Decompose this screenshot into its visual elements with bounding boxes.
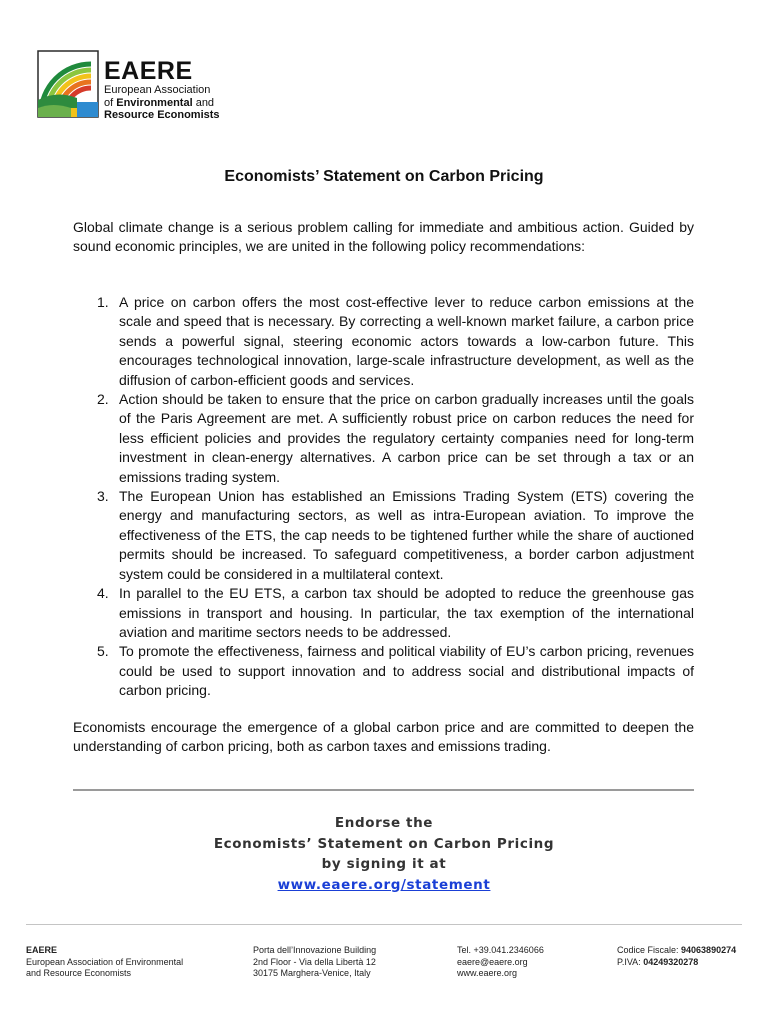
logo-acronym: EAERE: [104, 57, 193, 85]
recommendation-list: [73, 293, 694, 701]
list-item: [73, 584, 694, 642]
intro-paragraph: Global climate change is a serious problem calling for immediate and ambitious action. Guided by sound economic principles, we are united in the following policy recommendations:: [73, 219, 694, 255]
footer-phone: Tel. +39.041.2346066: [457, 945, 544, 955]
eaere-logo-icon: [37, 50, 99, 118]
list-item-text: The European Union has established an Emissions Trading System (ETS) covering the energy and manufacturing sectors, as well as intra-European aviation. To improve the effectiveness of the ETS, the cap needs to be tightened further while the share of auctioned permits should be increased. To safeguard competitiveness, a border carbon adjustment system could be considered in a multilateral context.: [119, 488, 694, 582]
list-item-text: A price on carbon offers the most cost-effective lever to reduce carbon emissions at the scale and speed that is necessary. By correcting a well-known market failure, a carbon price sends a powerful signal, steering economic actors towards a low-carbon future. This encourages technological innovation, large-scale infrastructure development, as well as the diffusion of carbon-efficient goods and services.: [119, 294, 694, 388]
logo-name-line1: European Association: [104, 84, 211, 96]
footer-cf-label: Codice Fiscale:: [617, 945, 682, 955]
logo-name-line3-bold: Resource Economists: [104, 109, 220, 121]
list-item-number: 1.: [97, 294, 109, 310]
footer-tax-info: [617, 945, 736, 968]
closing-paragraph: Economists encourage the emergence of a global carbon price and are committed to deepen the understanding of carbon pricing, both as carbon taxes and emissions trading.: [73, 719, 694, 755]
list-item: [73, 642, 694, 700]
logo-name-line3: [104, 109, 220, 122]
footer-address-line2: 2nd Floor - Via della Libertà 12: [253, 956, 376, 967]
logo-name-line2-bold: Environmental: [116, 96, 193, 109]
footer-org-line1: European Association of Environmental: [26, 956, 184, 967]
logo-name-line2-post: and: [192, 96, 215, 109]
footer-org-name: EAERE: [26, 945, 58, 955]
footer-cf-value: 94063890274: [681, 945, 737, 955]
endorse-line2: Economists’ Statement on Carbon Pricing: [213, 835, 555, 852]
statement-link[interactable]: www.eaere.org/statement: [277, 876, 491, 893]
list-item-number: 4.: [97, 585, 109, 602]
footer-website[interactable]: www.eaere.org: [457, 968, 518, 978]
list-item-number: 3.: [97, 488, 109, 505]
endorse-block: [0, 813, 768, 895]
footer-address: [253, 945, 376, 980]
logo-text: [104, 58, 220, 122]
section-divider: [73, 789, 694, 791]
endorse-line3: by signing it at: [321, 856, 447, 872]
logo-name-line2: [104, 97, 220, 110]
list-item-number: 2.: [97, 391, 109, 408]
list-item: [73, 293, 694, 390]
list-item-text: In parallel to the EU ETS, a carbon tax should be adopted to reduce the greenhouse gas emissions in transport and housing. In particular, the tax exemption of the international aviation and maritime sectors needs to be addressed.: [119, 585, 694, 640]
list-item: [73, 390, 694, 487]
list-item-text: Action should be taken to ensure that the price on carbon gradually increases until the goals of the Paris Agreement are met. A sufficiently robust price on carbon reduces the need for less efficient policies and provides the regulatory certainty companies need for long-term investment in clean-energy alternatives. A carbon price can be set through a tax or an emissions trading system.: [119, 391, 694, 485]
list-item: [73, 487, 694, 584]
footer-contact: [457, 945, 544, 980]
endorse-line1: Endorse the: [334, 815, 434, 831]
footer-email[interactable]: eaere@eaere.org: [457, 956, 528, 967]
footer-piva-label: P.IVA:: [617, 956, 644, 967]
list-item-text: To promote the effectiveness, fairness and political viability of EU’s carbon pricing, revenues could be used to support innovation and to address social and distributional impacts of carbon pricing.: [119, 643, 694, 699]
footer-org-line2: and Resource Economists: [26, 968, 132, 978]
footer-address-line3: 30175 Marghera-Venice, Italy: [253, 968, 371, 978]
list-item-number: 5.: [97, 643, 109, 660]
logo-name-line2-pre: of: [104, 96, 117, 109]
footer-divider: [26, 924, 742, 925]
document-title: Economists’ Statement on Carbon Pricing: [224, 168, 544, 185]
footer-organization: [26, 945, 183, 980]
footer-address-line1: Porta dell’Innovazione Building: [253, 945, 377, 955]
footer-piva-value: 04249320278: [643, 956, 699, 967]
